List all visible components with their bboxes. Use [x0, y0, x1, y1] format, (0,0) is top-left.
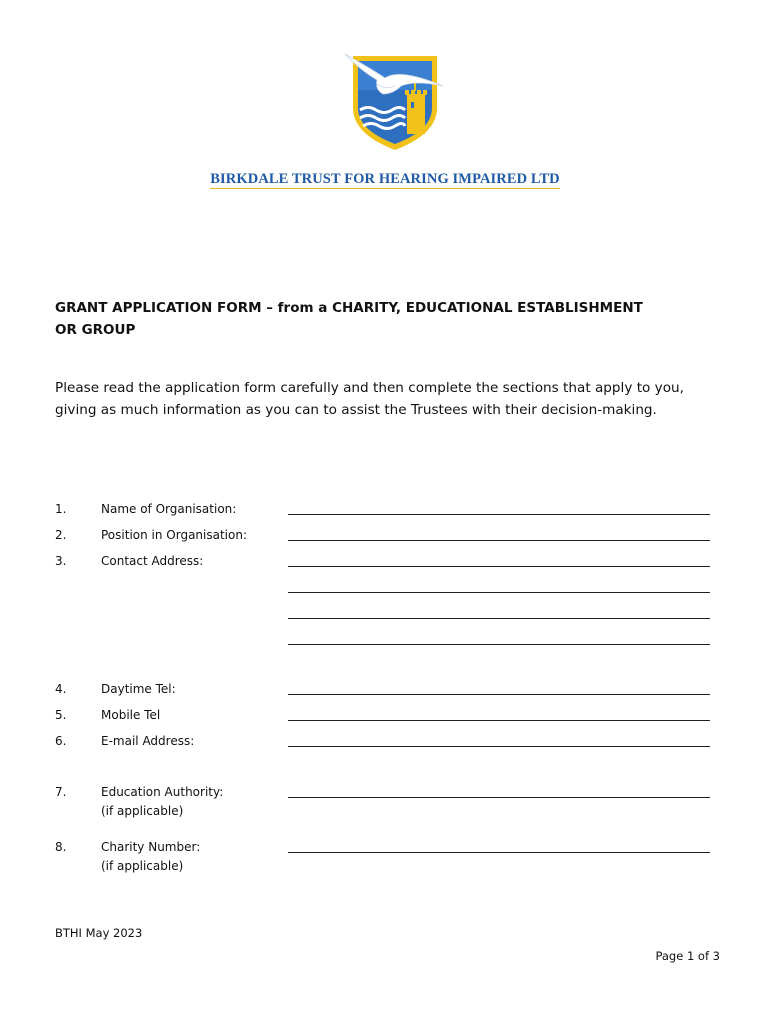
- input-line-contact-address-4[interactable]: [288, 644, 710, 645]
- field-label-daytime-tel: Daytime Tel:: [101, 682, 176, 696]
- field-label-position: Position in Organisation:: [101, 528, 248, 542]
- field-label-contact-address: Contact Address:: [101, 554, 204, 568]
- field-number: 7.: [55, 785, 67, 799]
- field-note-if-applicable: (if applicable): [101, 859, 184, 873]
- field-label-education-authority-text: Education Authority:: [101, 785, 224, 799]
- field-number: 1.: [55, 502, 67, 516]
- organisation-name: [0, 171, 770, 188]
- field-number: 8.: [55, 840, 67, 854]
- field-label-charity-number-text: Charity Number:: [101, 840, 201, 854]
- field-label-charity-number: [101, 838, 200, 876]
- input-line-contact-address-2[interactable]: [288, 592, 710, 593]
- form-intro-line-2: giving as much information as you can to assist the Trustees with their decision-making.: [55, 402, 657, 418]
- input-line-contact-address-3[interactable]: [288, 618, 710, 619]
- field-number: 2.: [55, 528, 67, 542]
- input-line-mobile-tel[interactable]: [288, 720, 710, 721]
- field-label-email: E-mail Address:: [101, 734, 195, 748]
- input-line-daytime-tel[interactable]: [288, 694, 710, 695]
- form-intro: [55, 377, 735, 421]
- input-line-organisation-name[interactable]: [288, 514, 710, 515]
- field-note-if-applicable: (if applicable): [101, 804, 184, 818]
- field-number: 4.: [55, 682, 67, 696]
- page-number: Page 1 of 3: [655, 949, 720, 963]
- field-label-mobile-tel: Mobile Tel: [101, 708, 161, 722]
- organisation-name-text: BIRKDALE TRUST FOR HEARING IMPAIRED LTD: [210, 171, 560, 187]
- input-line-contact-address-1[interactable]: [288, 566, 710, 567]
- field-number: 6.: [55, 734, 67, 748]
- input-line-education-authority[interactable]: [288, 797, 710, 798]
- input-line-email[interactable]: [288, 746, 710, 747]
- input-line-charity-number[interactable]: [288, 852, 710, 853]
- form-title-line-1: GRANT APPLICATION FORM – from a CHARITY, EDUCATIONAL ESTABLISHMENT: [55, 300, 643, 316]
- field-number: 5.: [55, 708, 67, 722]
- field-number: 3.: [55, 554, 67, 568]
- form-intro-line-1: Please read the application form carefully and then complete the sections that apply to you,: [55, 380, 684, 396]
- form-title-line-2: OR GROUP: [55, 322, 136, 338]
- input-line-position[interactable]: [288, 540, 710, 541]
- field-label-education-authority: [101, 783, 223, 821]
- trust-crest-logo: [345, 50, 445, 152]
- form-title: [55, 297, 725, 341]
- field-label-organisation-name: Name of Organisation:: [101, 502, 237, 516]
- footer-version: BTHI May 2023: [55, 926, 143, 940]
